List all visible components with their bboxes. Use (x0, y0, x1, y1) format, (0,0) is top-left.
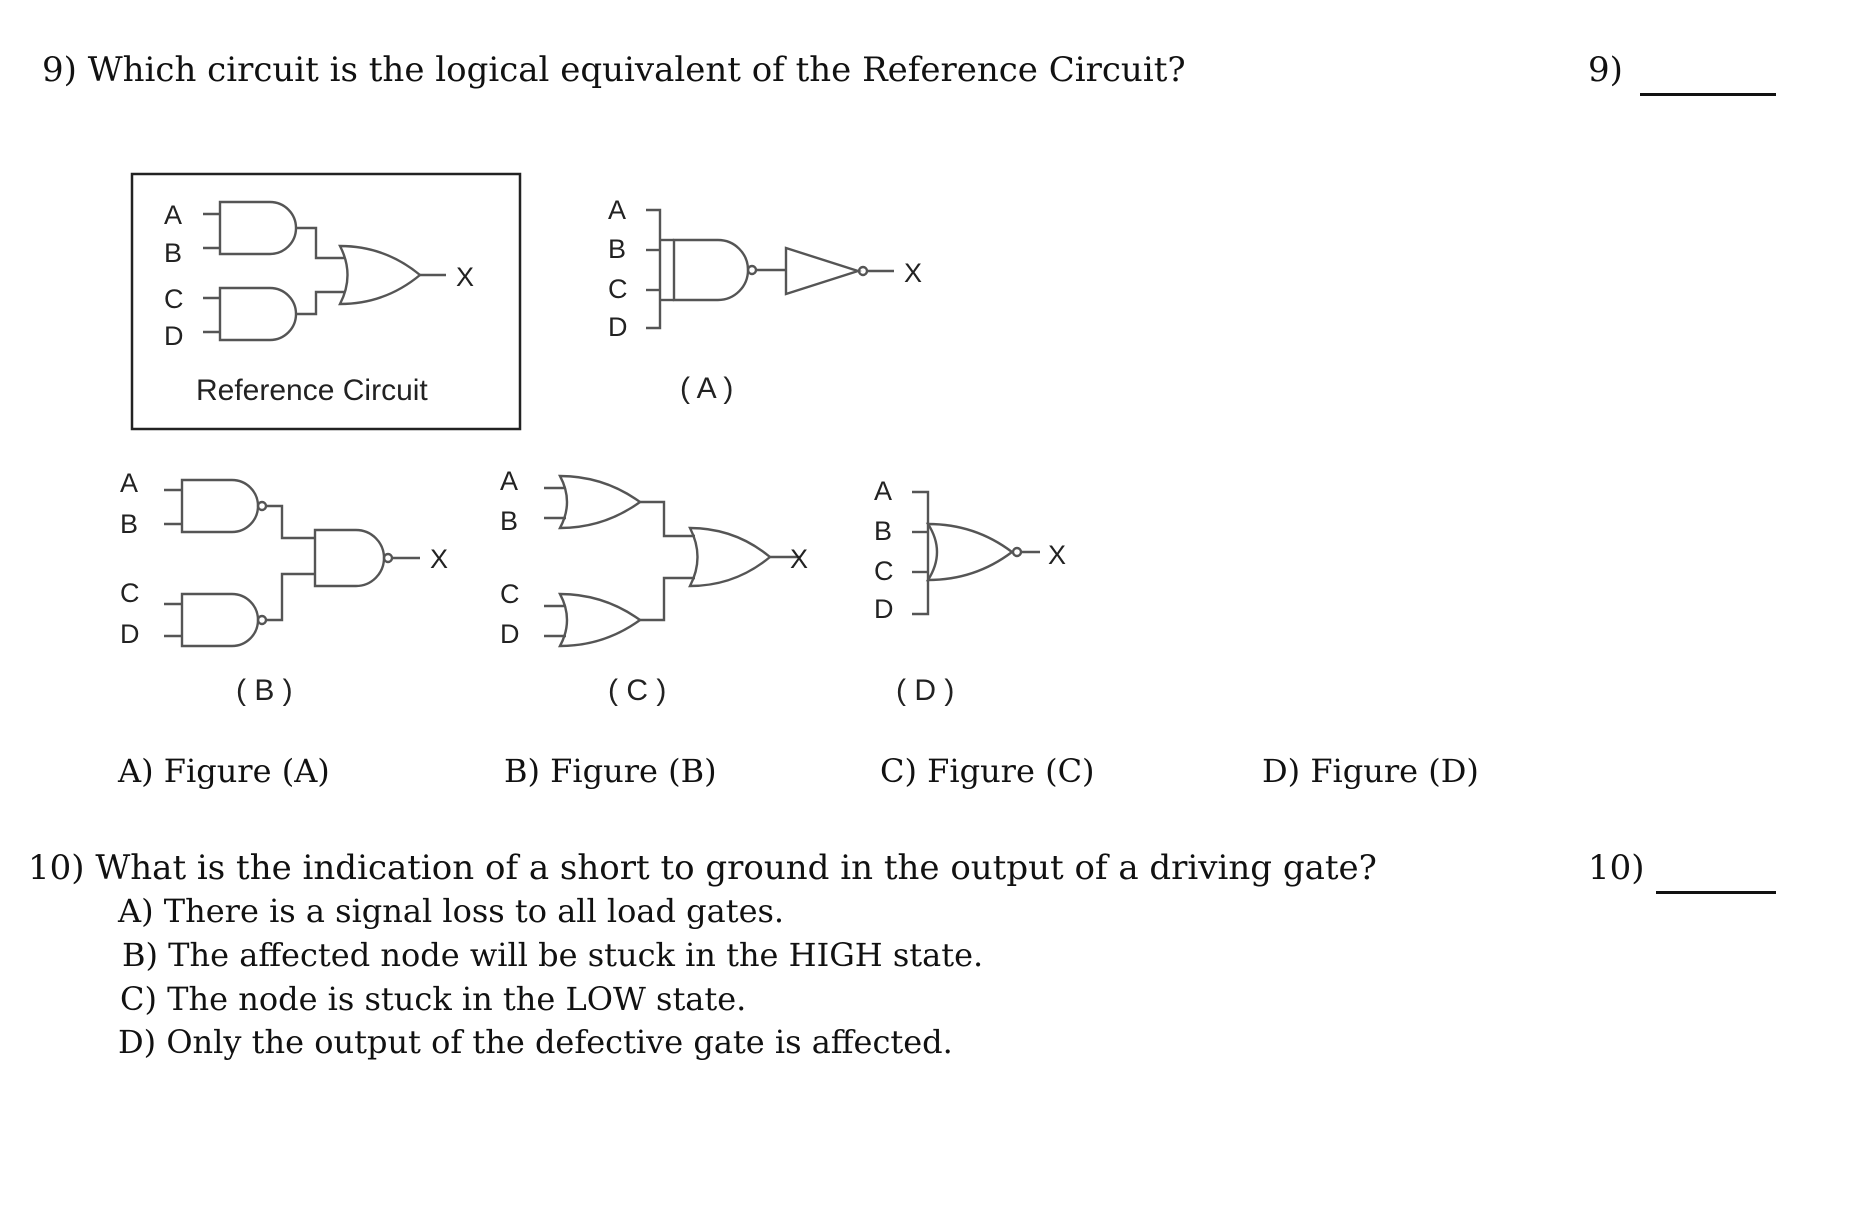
d-input-a: A (874, 476, 893, 506)
q9-choice-a[interactable]: A) Figure (A) (118, 752, 330, 790)
a-input-b: B (608, 234, 627, 264)
ref-input-d: D (164, 321, 184, 351)
figure-a-gates (646, 210, 894, 328)
a-input-d: D (608, 312, 628, 342)
q10-choice-b[interactable]: B) The affected node will be stuck in the HIGH state. (122, 936, 984, 974)
b-input-b: B (120, 509, 139, 539)
a-input-c: C (608, 274, 628, 304)
c-input-c: C (500, 579, 520, 609)
c-input-b: B (500, 506, 519, 536)
ref-input-c: C (164, 284, 184, 314)
question-10-number: 10) (1588, 848, 1645, 888)
b-input-c: C (120, 578, 140, 608)
b-output-x: X (430, 544, 449, 574)
d-input-c: C (874, 556, 894, 586)
q9-choice-b[interactable]: B) Figure (B) (504, 752, 717, 790)
b-input-a: A (120, 468, 139, 498)
c-output-x: X (790, 544, 809, 574)
reference-circuit-gates (203, 202, 446, 340)
a-input-a: A (608, 195, 627, 225)
reference-caption: Reference Circuit (196, 374, 428, 407)
ref-input-a: A (164, 200, 183, 230)
figure-c-gates (544, 476, 800, 646)
question-10-answer-blank[interactable] (1656, 891, 1776, 894)
q10-choice-d[interactable]: D) Only the output of the defective gate is affected. (118, 1023, 953, 1061)
c-input-d: D (500, 619, 520, 649)
question-9-prompt: 9) Which circuit is the logical equivalent of the Reference Circuit? (42, 50, 1186, 90)
question-10-prompt: 10) What is the indication of a short to ground in the output of a driving gate? (28, 848, 1377, 888)
d-input-d: D (874, 594, 894, 624)
caption-b: ( B ) (236, 674, 293, 707)
figure-d-gates (912, 492, 1040, 614)
caption-a: ( A ) (680, 372, 734, 405)
caption-d: ( D ) (896, 674, 955, 707)
caption-c: ( C ) (608, 674, 667, 707)
ref-output-x: X (456, 262, 475, 292)
d-output-x: X (1048, 540, 1067, 570)
c-input-a: A (500, 466, 519, 496)
q9-choice-c[interactable]: C) Figure (C) (880, 752, 1095, 790)
q9-choice-d[interactable]: D) Figure (D) (1262, 752, 1479, 790)
q10-choice-c[interactable]: C) The node is stuck in the LOW state. (120, 980, 747, 1018)
b-input-d: D (120, 619, 140, 649)
q10-choice-a[interactable]: A) There is a signal loss to all load gates. (118, 892, 785, 930)
ref-input-b: B (164, 238, 183, 268)
figure-b-gates (164, 480, 420, 646)
d-input-b: B (874, 516, 893, 546)
a-output-x: X (904, 258, 923, 288)
question-9-number: 9) (1588, 50, 1623, 90)
